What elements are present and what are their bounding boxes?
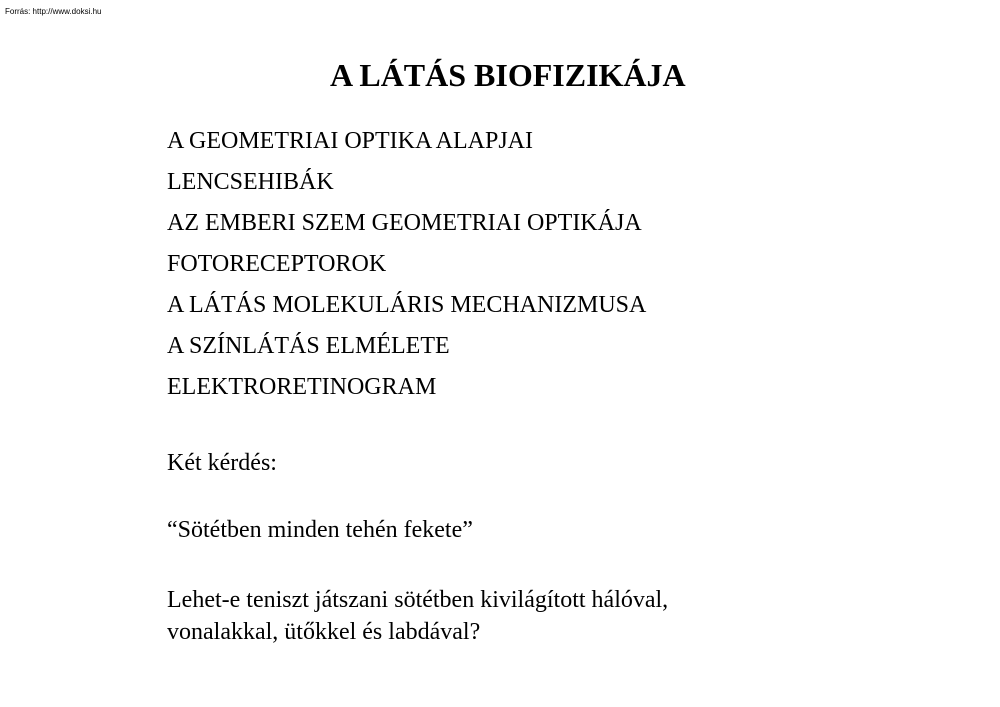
- topic-item: A SZÍNLÁTÁS ELMÉLETE: [167, 333, 450, 359]
- topic-list: [167, 121, 646, 408]
- topic-item: A LÁTÁS MOLEKULÁRIS MECHANIZMUSA: [167, 292, 647, 318]
- topic-item: LENCSEHIBÁK: [167, 169, 334, 195]
- quote-text: “Sötétben minden tehén fekete”: [167, 517, 473, 543]
- topic-item: A GEOMETRIAI OPTIKA ALAPJAI: [167, 128, 533, 154]
- topic-item: AZ EMBERI SZEM GEOMETRIAI OPTIKÁJA: [167, 210, 642, 236]
- topic-item: FOTORECEPTOROK: [167, 251, 387, 277]
- page-title: A LÁTÁS BIOFIZIKÁJA: [330, 57, 686, 93]
- question-text: [167, 584, 668, 648]
- questions-heading: Két kérdés:: [167, 450, 277, 476]
- question-line: vonalakkal, ütőkkel és labdával?: [167, 619, 481, 645]
- source-note: Forrás: http://www.doksi.hu: [5, 7, 102, 16]
- topic-item: ELEKTRORETINOGRAM: [167, 374, 437, 400]
- question-line: Lehet-e teniszt játszani sötétben kivilágított hálóval,: [167, 587, 669, 613]
